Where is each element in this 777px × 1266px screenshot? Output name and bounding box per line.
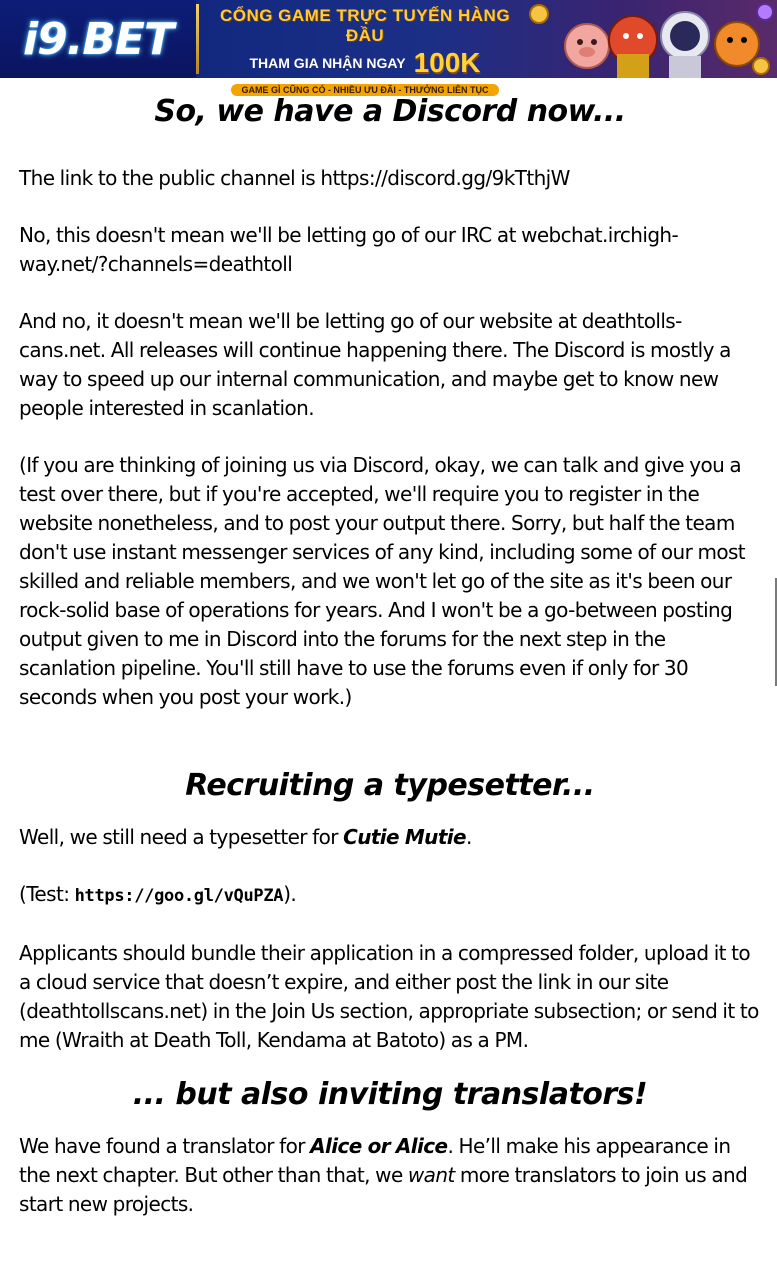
ad-banner[interactable] [0, 0, 777, 95]
banner-divider [196, 4, 199, 74]
test-paragraph [19, 880, 761, 911]
test-link[interactable]: https://goo.gl/vQuPZA [74, 886, 284, 906]
translators-text-b: . He’ll make his appearance in the next chapter. But other than that, we [19, 1134, 731, 1187]
translators-text-a: We have found a translator for [19, 1134, 311, 1158]
coin-icon [753, 58, 769, 74]
promo-offer-row [210, 48, 520, 78]
translators-paragraph [19, 1132, 761, 1219]
character-pig-icon [565, 24, 609, 68]
discord-section-title: So, we have a Discord now... [154, 94, 626, 129]
translators-section-title: ... but also inviting translators! [132, 1077, 648, 1112]
promo-offer-text: THAM GIA NHẬN NGAY [249, 55, 406, 71]
promo-block [210, 0, 520, 95]
promo-headline: CỔNG GAME TRỰC TUYẾN HÀNG ĐẦU [219, 6, 511, 45]
typesetter-paragraph [19, 823, 761, 852]
series-name-alice-or-alice: Alice or Alice [310, 1134, 448, 1158]
typesetter-section-title: Recruiting a typesetter... [185, 768, 595, 803]
translators-text-c: more translators to join us and start new projects. [19, 1163, 748, 1216]
brand-logo[interactable] [0, 0, 196, 78]
emphasis-want: want [407, 1163, 455, 1187]
irc-paragraph: No, this doesn't mean we'll be letting go of our IRC at webchat.irchigh-way.net/?channels=deathtoll [19, 223, 679, 276]
website-paragraph: And no, it doesn't mean we'll be letting go of our website at deathtolls-cans.net. All releases will continue happening there. The Discord is mostly a way to speed up our internal communication, and maybe get to know new people interested in scanlation. [19, 309, 731, 420]
promo-amount: 100K [413, 47, 481, 78]
series-name-cutie-mutie: Cutie Mutie [343, 825, 467, 849]
brand-logo-text: i9.BET [22, 13, 174, 65]
banner-artwork [525, 0, 777, 78]
typesetter-text-end: . [466, 825, 472, 849]
discord-link-paragraph: The link to the public channel is https://discord.gg/9kTthjW [19, 166, 570, 190]
gem-icon [757, 4, 773, 20]
announcement-article [19, 90, 761, 1219]
application-paragraph: Applicants should bundle their application in a compressed folder, upload it to a cloud service that doesn’t expire, and either post the link in our site (deathtollscans.net) in the Join Us section, appropriate subsection; or send it to me (Wraith at Death Toll, Kendama at Batoto) as a PM. [19, 941, 759, 1052]
promo-tagline: GAME GÌ CŨNG CÓ - NHIỀU ƯU ĐÃI - THƯỞNG LIÊN TỤC [231, 84, 498, 96]
test-suffix: ). [283, 882, 297, 906]
test-prefix: (Test: [19, 882, 75, 906]
typesetter-text: Well, we still need a typesetter for [19, 825, 344, 849]
coin-icon [530, 5, 548, 23]
character-ox-icon [715, 22, 759, 66]
joining-paragraph: (If you are thinking of joining us via Discord, okay, we can talk and give you a test over there, but if you're accepted, we'll require you to register in the website nonetheless, and to post your output there. Sorry, but half the team don't use instant messenger services of any kind, including some of our most skilled and reliable members, and we won't let go of the site as it's been our rock-solid base of operations for years. And I won't be a go-between posting output given to me in Discord into the forums for the next step in the scanlation pipeline. You'll still have to use the forums even if only for 30 seconds when you post your work.) [19, 453, 746, 709]
